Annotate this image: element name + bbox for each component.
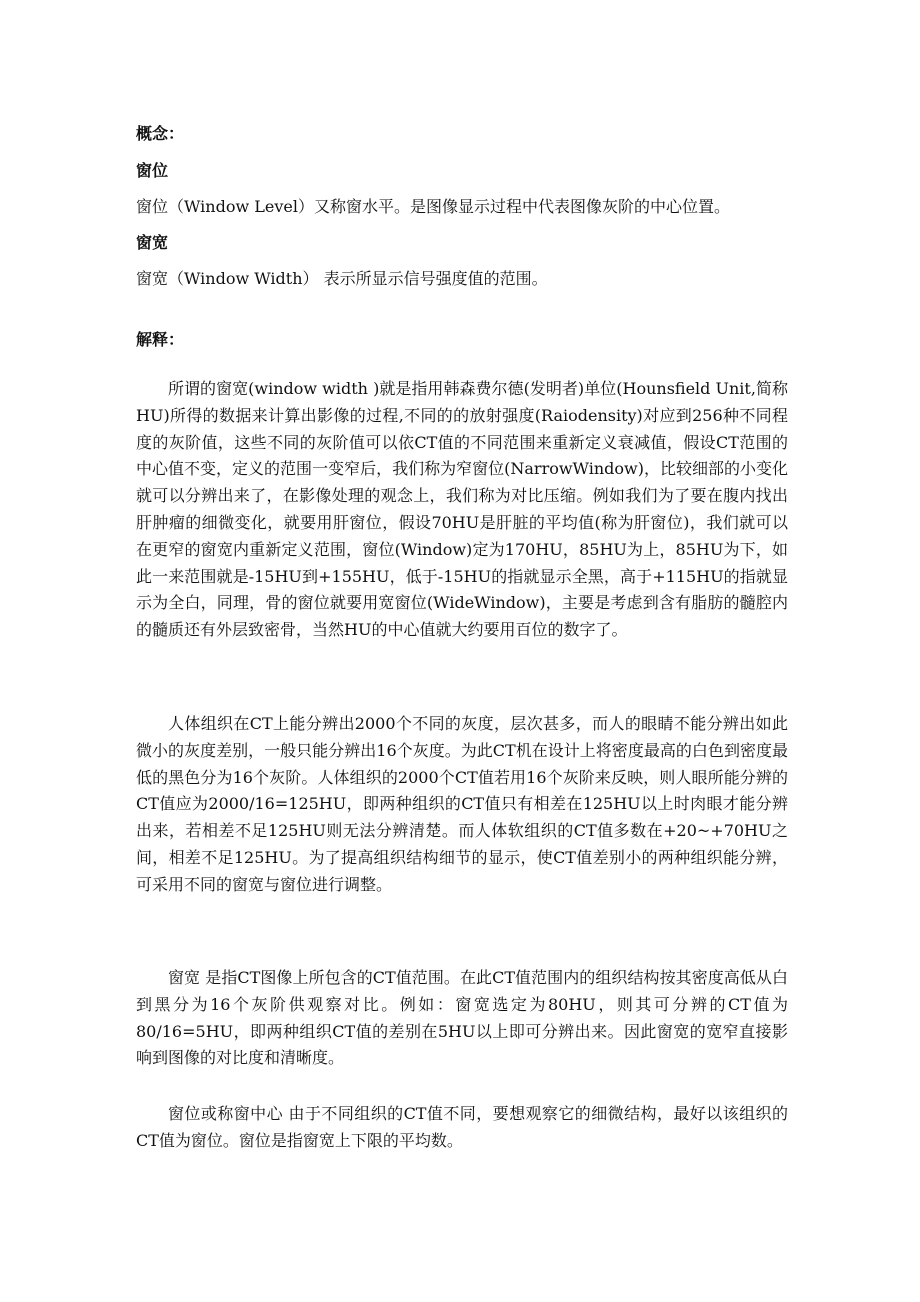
explanation-paragraph-window-width-definition: 窗宽 是指CT图像上所包含的CT值范围。在此CT值范围内的组织结构按其密度高低从白到黑分为16个灰阶供观察对比。例如：窗宽选定为80HU，则其可分辨的CT值为80/16=5HU，即两种组织CT值的差别在5HU以上即可分辨出来。因此窗宽的宽窄直接影响到图像的对比度和清晰度。 <box>136 968 788 1068</box>
explanation-paragraph-window-level-definition: 窗位或称窗中心 由于不同组织的CT值不同，要想观察它的细微结构，最好以该组织的CT值为窗位。窗位是指窗宽上下限的平均数。 <box>136 1104 788 1150</box>
explanation-heading: 解释： <box>136 330 185 349</box>
window-level-definition: 窗位（Window Level）又称窗水平。是图像显示过程中代表图像灰阶的中心位置。 <box>136 197 730 216</box>
window-level-title: 窗位 <box>136 161 169 180</box>
window-width-definition: 窗宽（Window Width） 表示所显示信号强度值的范围。 <box>136 269 548 288</box>
explanation-paragraph-window-width: 所谓的窗宽(window width )就是指用韩森费尔德(发明者)单位(Hounsfield Unit,简称HU)所得的数据来计算出影像的过程,不同的的放射强度(Raiodensity)对应到256种不同程度的灰阶值，这些不同的灰阶值可以依CT值的不同范围来重新定义衰减值，假设CT范围的中心值不变，定义的范围一变窄后，我们称为窄窗位(NarrowWindow)，比较细部的小变化就可以分辨出来了，在影像处理的观念上，我们称为对比压缩。例如我们为了要在腹内找出肝肿瘤的细微变化，就要用肝窗位，假设70HU是肝脏的平均值(称为肝窗位)，我们就可以在更窄的窗宽内重新定义范围，窗位(Window)定为170HU，85HU为上，85HU为下，如此一来范围就是-15HU到+155HU，低于-15HU的指就显示全黑，高于+115HU的指就显示为全白，同理，骨的窗位就要用宽窗位(WideWindow)，主要是考虑到含有脂肪的髓腔内的髓质还有外层致密骨，当然HU的中心值就大约要用百位的数字了。 <box>136 379 788 640</box>
concepts-heading: 概念： <box>136 124 185 143</box>
window-width-title: 窗宽 <box>136 233 169 252</box>
explanation-paragraph-ct-gray-levels: 人体组织在CT上能分辨出2000个不同的灰度，层次甚多，而人的眼睛不能分辨出如此微小的灰度差别，一般只能分辨出16个灰度。为此CT机在设计上将密度最高的白色到密度最低的黑色分为16个灰阶。人体组织的2000个CT值若用16个灰阶来反映，则人眼所能分辨的CT值应为2000/16=125HU，即两种组织的CT值只有相差在125HU以上时肉眼才能分辨出来，若相差不足125HU则无法分辨清楚。而人体软组织的CT值多数在+20~+70HU之间，相差不足125HU。为了提高组织结构细节的显示，使CT值差别小的两种组织能分辨，可采用不同的窗宽与窗位进行调整。 <box>136 714 788 894</box>
